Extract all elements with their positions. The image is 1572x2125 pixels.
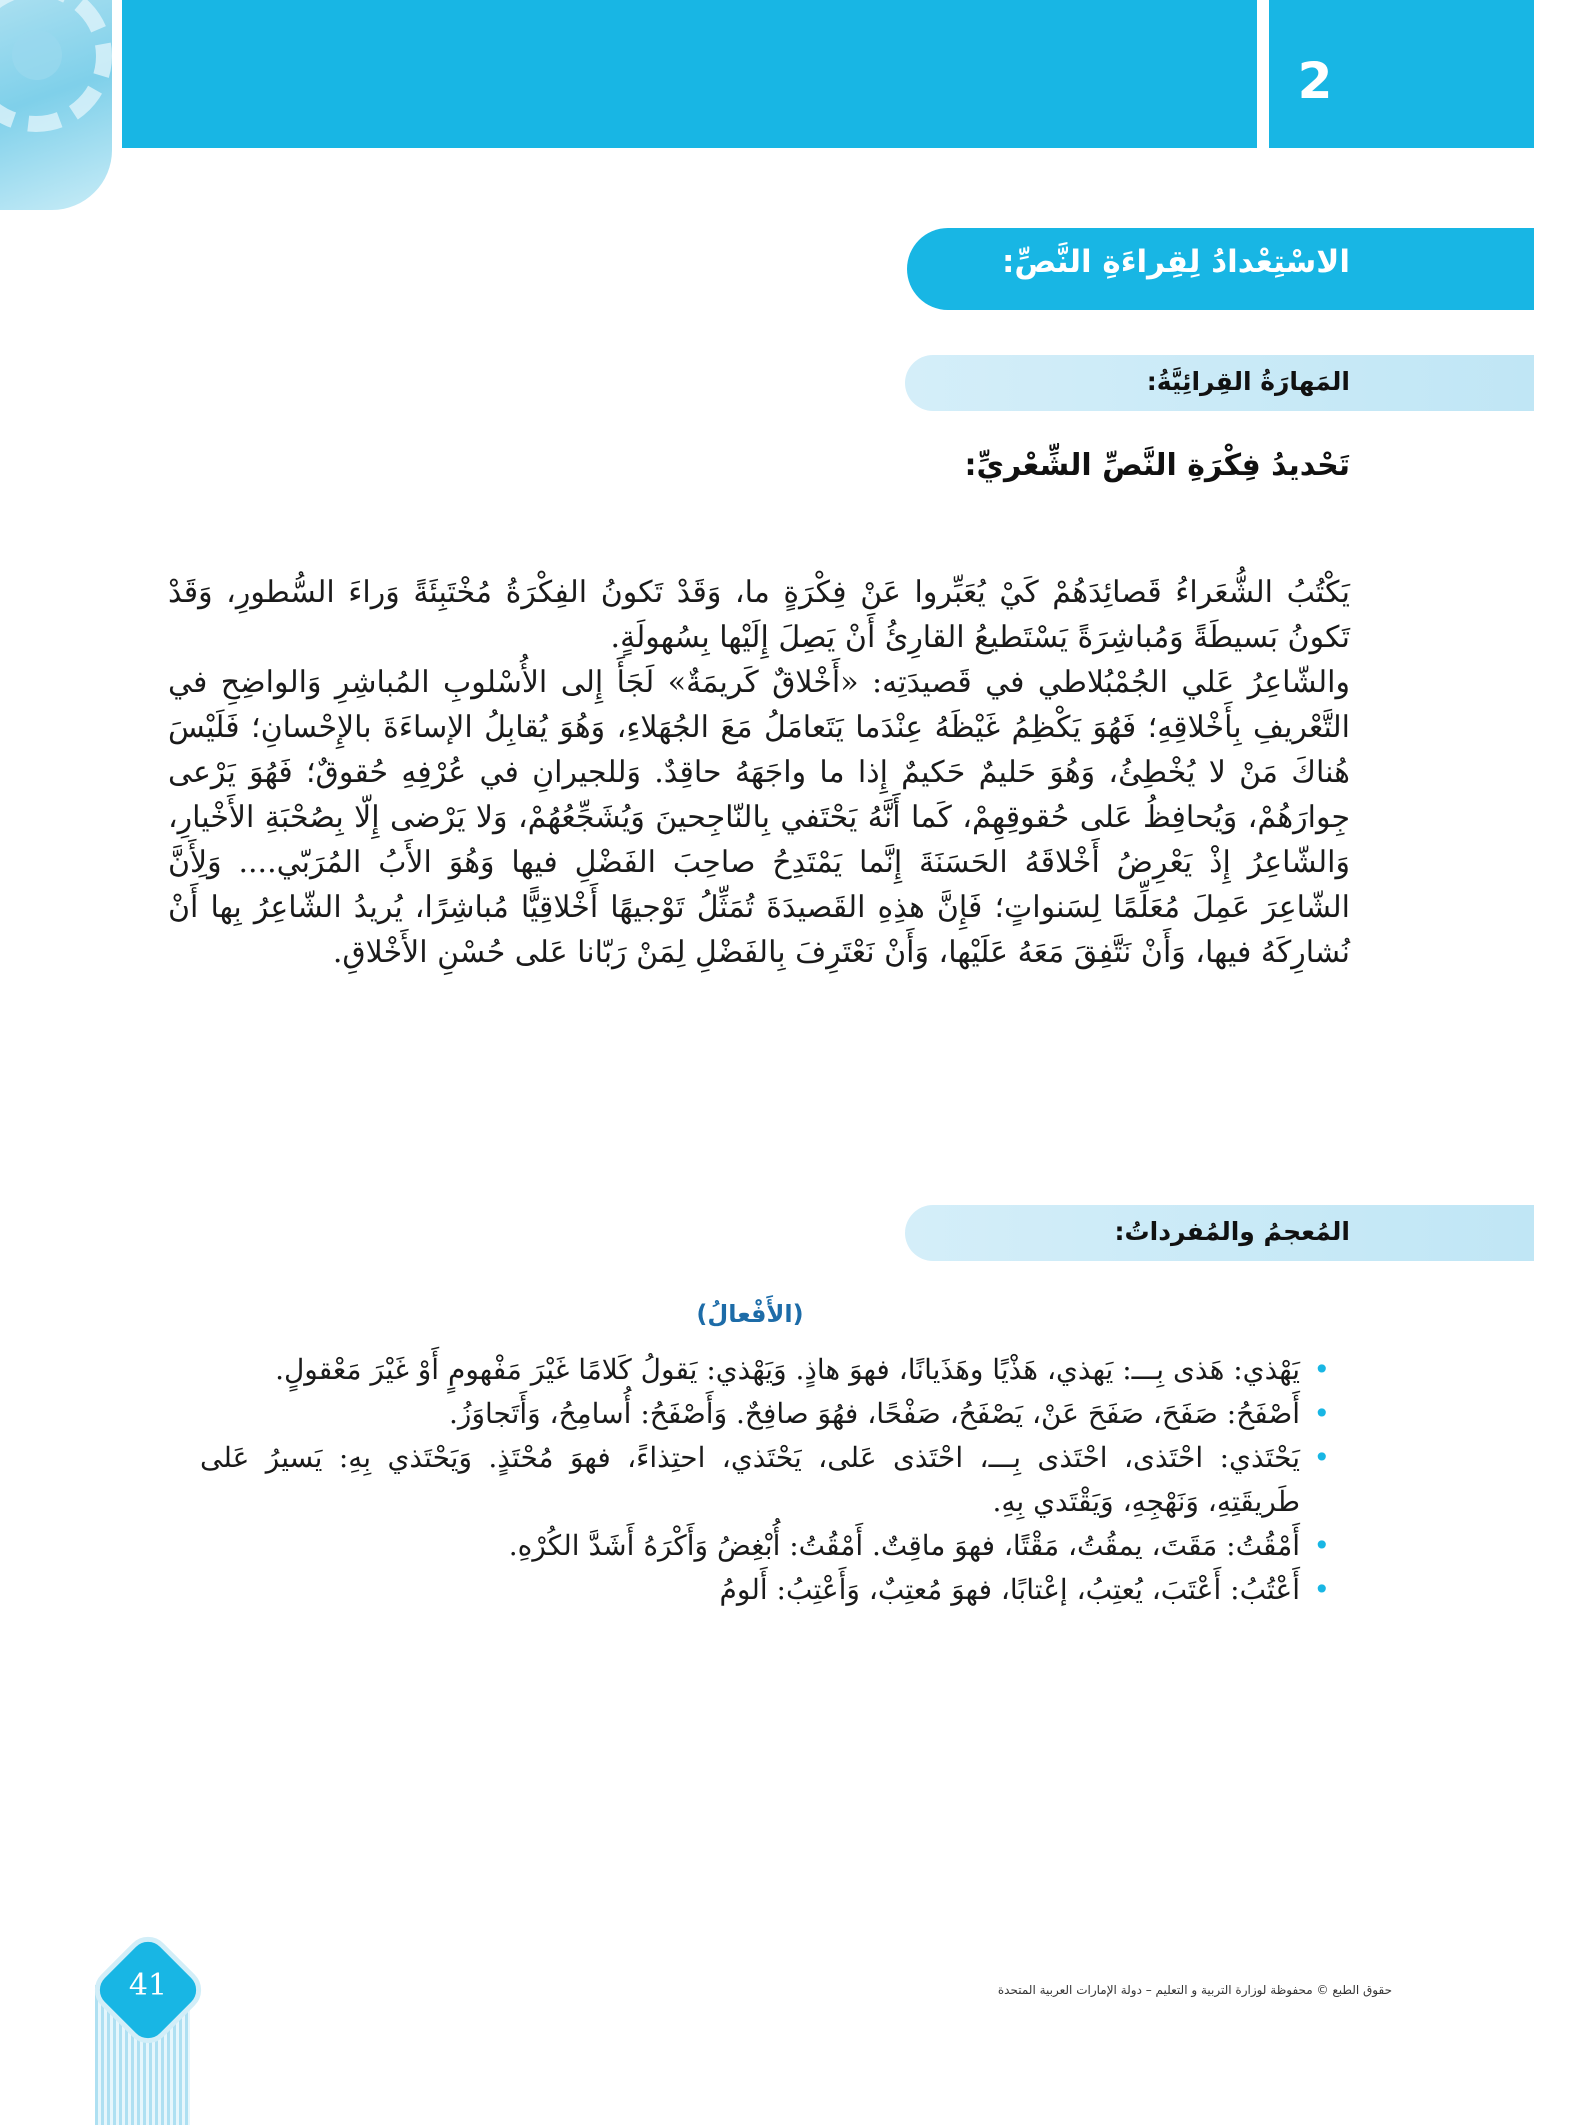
paragraph: يَكْتُبُ الشُّعَراءُ قَصائِدَهُمْ كَيْ يُعَبِّروا عَنْ فِكْرَةٍ ما، وَقَدْ تَكونُ الفِكْرَةُ مُخْتَبِئَةً وَراءَ السُّطورِ، وَقَدْ تَكونُ بَسيطَةً وَمُباشِرَةً يَسْتَطيعُ القارِئُ أَنْ يَصِلَ إِلَيْها بِسُهولَةٍ. xyxy=(168,575,1350,655)
skill-subtitle: تَحْديدُ فِكْرَةِ النَّصِّ الشِّعْريِّ: xyxy=(964,448,1350,483)
list-item xyxy=(200,1348,1330,1392)
section-title-reading-prep: الاسْتِعْدادُ لِقِراءَةِ النَّصِّ: xyxy=(1002,244,1350,280)
list-item xyxy=(200,1524,1330,1568)
verb-entry: يَحْتَذي: احْتَذى، احْتَذى بِـــ، احْتَذى عَلى، يَحْتَذي، احتِذاءً، فهوَ مُحْتَذٍ. وَيَحْتَذي بِهِ: يَسيرُ عَلى طَريقَتِهِ، وَنَهْجِهِ، وَيَقْتَدي بِهِ. xyxy=(200,1441,1300,1518)
corner-decoration xyxy=(0,0,112,210)
verb-entry: أَعْتُبُ: أَعْتَبَ، يُعتِبُ، إعْتابًا، فهوَ مُعتِبٌ، وَأَعْتِبُ: أَلومُ xyxy=(719,1573,1300,1606)
header-banner xyxy=(122,0,1257,148)
lesson-number: 2 xyxy=(1297,52,1333,110)
verbs-list xyxy=(200,1348,1330,1612)
verb-entry: يَهْذي: هَذى بِـــ: يَهذي، هَذْيًا وهَذَيانًا، فهوَ هاذٍ. وَيَهْذي: يَقولُ كَلامًا غَيْرَ مَفْهومٍ أَوْ غَيْرَ مَعْقولٍ. xyxy=(275,1353,1300,1386)
verbs-heading: (الأَفْعالُ) xyxy=(696,1300,804,1328)
bullet-icon: • xyxy=(1313,1573,1330,1606)
verb-entry: أَصْفَحُ: صَفَحَ، صَفَحَ عَنْ، يَصْفَحُ، صَفْحًا، فهُوَ صافِحٌ. وَأَصْفَحُ: أُسامِحُ، وَأَتَجاوَزُ. xyxy=(449,1397,1300,1430)
section-bar-reading-prep xyxy=(907,228,1534,310)
section-title-lexicon: المُعجمُ والمُفرداتُ: xyxy=(1114,1217,1350,1246)
section-bar-reading-skill xyxy=(905,355,1534,411)
list-item xyxy=(200,1436,1330,1524)
page-number: 41 xyxy=(128,1968,168,2003)
list-item xyxy=(200,1568,1330,1612)
bullet-icon: • xyxy=(1313,1397,1330,1430)
header-divider xyxy=(1257,0,1269,148)
section-title-reading-skill: المَهارَةُ القِرائِيَّةُ: xyxy=(1146,367,1350,396)
paragraph: والشّاعِرُ عَلي الجُمْبُلاطي في قَصيدَتِه: «أَخْلاقٌ كَريمَةٌ» لَجَأَ إِلى الأُسْلوبِ المُباشِرِ وَالواضِحِ في التَّعْريفِ بِأَخْلاقِهِ؛ فَهُوَ يَكْظِمُ غَيْظَهُ عِنْدَما يَتَعامَلُ مَعَ الجُهَلاءِ، وَهُوَ يُقابِلُ الإساءَةَ بالإِحْسانِ؛ فَلَيْسَ هُناكَ مَنْ لا يُخْطِئُ، وَهُوَ حَليمٌ حَكيمٌ إِذا ما واجَهَهُ حاقِدٌ. وَللجيرانِ في عُرْفِهِ حُقوقٌ؛ فَهُوَ يَرْعى جِوارَهُمْ، وَيُحافِظُ عَلى حُقوقِهِمْ، كَما أَنَّهُ يَحْتَفي بِالنّاجِحينَ وَيُشَجِّعُهُمْ، وَلا يَرْضى إِلّا بِصُحْبَةِ الأَخْيارِ، وَالشّاعِرُ إِذْ يَعْرِضُ أَخْلاقَهُ الحَسَنَةَ إِنَّما يَمْتَدِحُ صاحِبَ الفَضْلِ فيها وَهُوَ الأَبُ المُرَبّي.... وَلِأَنَّ الشّاعِرَ عَمِلَ مُعَلِّمًا لِسَنواتٍ؛ فَإِنَّ هذِهِ القَصيدَةَ تُمَثِّلُ تَوْجيهًا أَخْلاقِيًّا مُباشِرًا، يُريدُ الشّاعِرُ بِها أَنْ نُشارِكَهُ فيها، وَأَنْ نَتَّفِقَ مَعَهُ عَلَيْها، وَأَنْ نَعْتَرِفَ بِالفَضْلِ لِمَنْ رَبّانا عَلى حُسْنِ الأَخْلاقِ. xyxy=(168,665,1351,970)
body-text xyxy=(168,570,1350,975)
bullet-icon: • xyxy=(1313,1529,1330,1562)
section-bar-lexicon xyxy=(905,1205,1534,1261)
copyright-notice: حقوق الطبع © محفوظة لوزارة التربية و التعليم – دولة الإمارات العربية المتحدة xyxy=(997,1983,1392,1997)
decorative-circle-icon xyxy=(12,30,62,80)
bullet-icon: • xyxy=(1313,1441,1330,1474)
list-item xyxy=(200,1392,1330,1436)
bullet-icon: • xyxy=(1313,1353,1330,1386)
verb-entry: أَمْقُتُ: مَقَتَ، يمقُتُ، مَقْتًا، فهوَ ماقِتٌ. أَمْقُتُ: أُبْغِضُ وَأَكْرَهُ أَشَدَّ الكُرْهِ. xyxy=(508,1529,1300,1562)
